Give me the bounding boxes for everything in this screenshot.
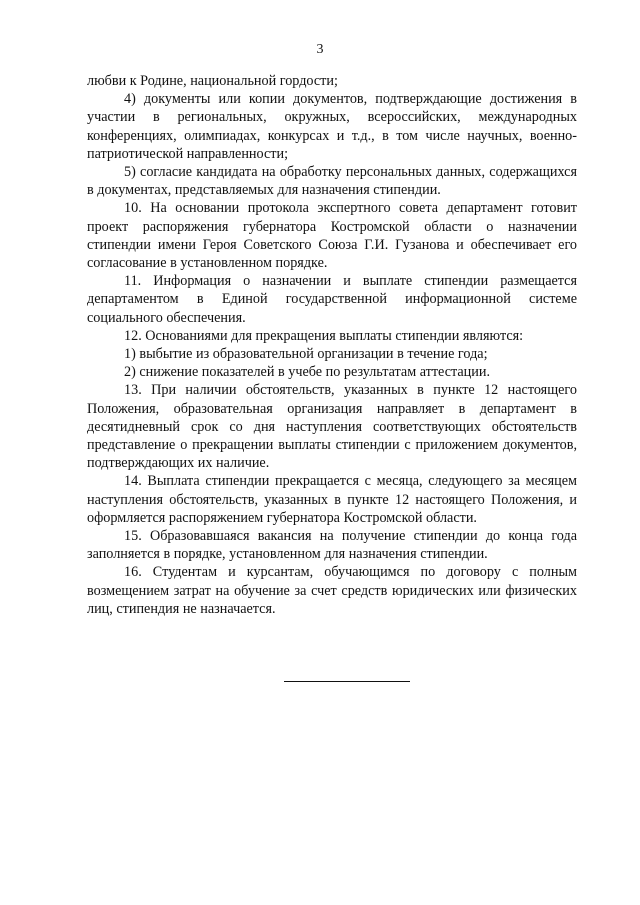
document-body: [87, 72, 577, 618]
paragraph-clause-15: 15. Образовавшаяся вакансия на получение стипендии до конца года заполняется в порядке, установленном для назначения стипендии.: [87, 528, 577, 563]
paragraph-clause-16: 16. Студентам и курсантам, обучающимся по договору с полным возмещением затрат на обучение за счет средств юридических или физических лиц, стипендия не назначается.: [87, 564, 577, 617]
paragraph-clause-13: 13. При наличии обстоятельств, указанных в пункте 12 настоящего Положения, образовательная организация направляет в департамент в десятидневный срок со дня наступления соответствующих обстоятельств представление о прекращении выплаты стипендии с приложением документов, подтверждающих их наличие.: [87, 382, 577, 472]
paragraph-clause-12: 12. Основаниями для прекращения выплаты стипендии являются:: [124, 327, 524, 344]
paragraph-clause-10: 10. На основании протокола экспертного совета департамент готовит проект распоряжения губернатора Костромской области о назначении стипендии имени Героя Советского Союза Г.И. Гузанова и обеспечивает его согласование в установленном порядке.: [87, 200, 577, 272]
paragraph-list-item-5: 5) согласие кандидата на обработку персональных данных, содержащихся в документах, представляемых для назначения стипендии.: [87, 164, 577, 199]
paragraph-continuation: любви к Родине, национальной гордости;: [87, 73, 338, 89]
paragraph-clause-12-item-1: 1) выбытие из образовательной организации в течение года;: [124, 346, 488, 363]
paragraph-clause-11: 11. Информация о назначении и выплате стипендии размещается департаментом в Единой государственной информационной системе социального обеспечения.: [87, 273, 577, 326]
paragraph-clause-12-item-2: 2) снижение показателей в учебе по результатам аттестации.: [124, 364, 490, 381]
paragraph-clause-14: 14. Выплата стипендии прекращается с месяца, следующего за месяцем наступления обстоятельств, указанных в пункте 12 настоящего Положения, и оформляется распоряжением губернатора Костромской области.: [87, 473, 577, 526]
paragraph-list-item-4: 4) документы или копии документов, подтверждающие достижения в участии в региональных, окружных, всероссийских, международных конференциях, олимпиадах, конкурсах и т.д., в том числе научных, военно-патриотической направленности;: [87, 91, 577, 162]
end-of-document-line: [284, 681, 410, 682]
page-number: 3: [316, 42, 324, 57]
